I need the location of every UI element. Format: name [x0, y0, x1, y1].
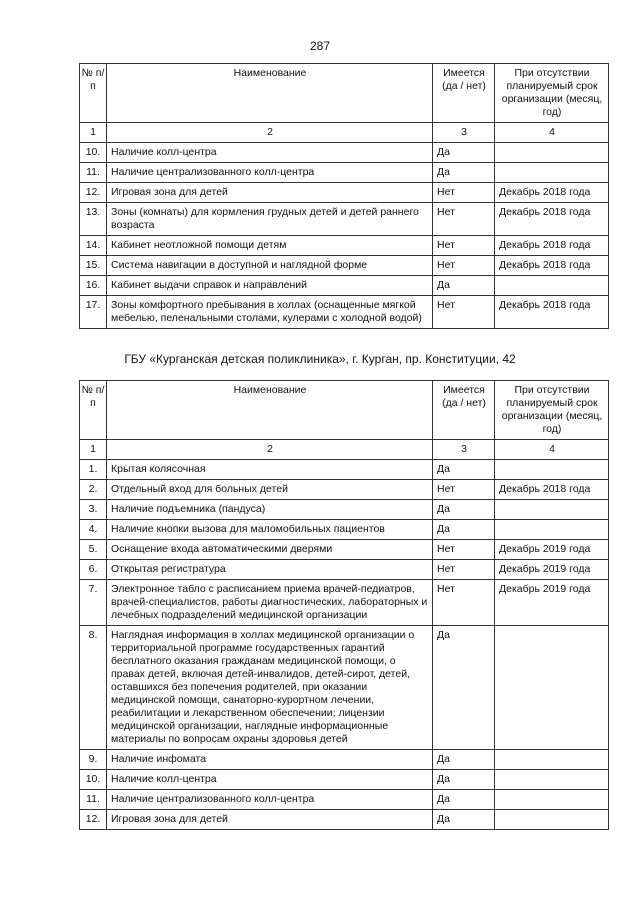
table-row: [80, 276, 609, 296]
row-name: Наличие централизованного колл-центра: [107, 790, 433, 810]
row-number: 15.: [80, 256, 107, 276]
row-name: Оснащение входа автоматическими дверями: [107, 540, 433, 560]
table-row: [80, 750, 609, 770]
facilities-table-2: [79, 380, 609, 830]
row-name: Открытая регистратура: [107, 560, 433, 580]
row-number: 13.: [80, 203, 107, 236]
row-number: 16.: [80, 276, 107, 296]
table-row: [80, 500, 609, 520]
row-has: Да: [433, 500, 495, 520]
table-row: [80, 810, 609, 830]
row-has: Нет: [433, 183, 495, 203]
header-name: Наименование: [107, 381, 433, 440]
row-number: 10.: [80, 770, 107, 790]
header-has: Имеется (да / нет): [433, 381, 495, 440]
row-has: Да: [433, 163, 495, 183]
row-has: Да: [433, 143, 495, 163]
row-has: Нет: [433, 560, 495, 580]
row-name: Кабинет неотложной помощи детям: [107, 236, 433, 256]
row-has: Да: [433, 626, 495, 750]
row-date: Декабрь 2019 года: [495, 540, 609, 560]
row-number: 2.: [80, 480, 107, 500]
row-name: Наличие колл-центра: [107, 143, 433, 163]
table-row: [80, 163, 609, 183]
table-row: [80, 540, 609, 560]
row-number: 1.: [80, 460, 107, 480]
header-name: Наименование: [107, 64, 433, 123]
table-header-row: [80, 381, 609, 440]
column-number: 3: [433, 123, 495, 143]
row-name: Кабинет выдачи справок и направлений: [107, 276, 433, 296]
row-has: Да: [433, 770, 495, 790]
row-date: [495, 790, 609, 810]
row-number: 3.: [80, 500, 107, 520]
column-number: 1: [80, 123, 107, 143]
row-name: Система навигации в доступной и наглядной форме: [107, 256, 433, 276]
section-title: ГБУ «Курганская детская поликлиника», г. Курган, пр. Конституции, 42: [124, 352, 516, 366]
row-has: Да: [433, 520, 495, 540]
row-has: Нет: [433, 580, 495, 626]
table-row: [80, 183, 609, 203]
column-number: 1: [80, 440, 107, 460]
row-has: Нет: [433, 540, 495, 560]
row-has: Да: [433, 460, 495, 480]
row-name: Наличие инфомата: [107, 750, 433, 770]
table-row: [80, 143, 609, 163]
row-name: Наличие централизованного колл-центра: [107, 163, 433, 183]
row-date: [495, 626, 609, 750]
row-name: Электронное табло с расписанием приема врачей-педиатров, врачей-специалистов, работы диагностических, лабораторных и лечебных подразделений медицинской организации: [107, 580, 433, 626]
header-date: При отсутствии планируемый срок организации (месяц, год): [495, 381, 609, 440]
table-row: [80, 296, 609, 329]
table-row: [80, 626, 609, 750]
row-date: Декабрь 2019 года: [495, 580, 609, 626]
row-date: [495, 520, 609, 540]
column-number: 4: [495, 440, 609, 460]
row-date: Декабрь 2018 года: [495, 256, 609, 276]
row-has: Нет: [433, 256, 495, 276]
row-number: 8.: [80, 626, 107, 750]
table-row: [80, 460, 609, 480]
row-date: Декабрь 2018 года: [495, 203, 609, 236]
row-number: 5.: [80, 540, 107, 560]
facilities-table-1: [79, 63, 609, 329]
row-name: Наличие подъемника (пандуса): [107, 500, 433, 520]
row-name: Зоны (комнаты) для кормления грудных детей и детей раннего возраста: [107, 203, 433, 236]
row-name: Наличие кнопки вызова для маломобильных пациентов: [107, 520, 433, 540]
row-date: [495, 500, 609, 520]
row-has: Да: [433, 810, 495, 830]
row-date: [495, 460, 609, 480]
row-number: 4.: [80, 520, 107, 540]
row-number: 10.: [80, 143, 107, 163]
table-body: [80, 143, 609, 329]
row-number: 14.: [80, 236, 107, 256]
row-date: [495, 276, 609, 296]
header-num: № п/п: [80, 381, 107, 440]
row-date: [495, 143, 609, 163]
column-number: 2: [107, 123, 433, 143]
row-has: Да: [433, 790, 495, 810]
row-name: Наличие колл-центра: [107, 770, 433, 790]
table-row: [80, 560, 609, 580]
row-has: Да: [433, 276, 495, 296]
row-date: Декабрь 2019 года: [495, 560, 609, 580]
row-number: 12.: [80, 183, 107, 203]
table-body: [80, 460, 609, 830]
header-date: При отсутствии планируемый срок организации (месяц, год): [495, 64, 609, 123]
header-has: Имеется (да / нет): [433, 64, 495, 123]
row-number: 9.: [80, 750, 107, 770]
row-name: Отдельный вход для больных детей: [107, 480, 433, 500]
row-date: Декабрь 2018 года: [495, 296, 609, 329]
row-date: Декабрь 2018 года: [495, 183, 609, 203]
row-number: 11.: [80, 790, 107, 810]
row-date: [495, 770, 609, 790]
row-has: Нет: [433, 236, 495, 256]
row-number: 6.: [80, 560, 107, 580]
row-name: Игровая зона для детей: [107, 810, 433, 830]
table-row: [80, 580, 609, 626]
row-date: Декабрь 2018 года: [495, 236, 609, 256]
table-row: [80, 236, 609, 256]
table-header-row: [80, 64, 609, 123]
row-date: [495, 750, 609, 770]
table-row: [80, 790, 609, 810]
column-number: 3: [433, 440, 495, 460]
table-row: [80, 203, 609, 236]
row-name: Крытая колясочная: [107, 460, 433, 480]
row-number: 12.: [80, 810, 107, 830]
table-row: [80, 480, 609, 500]
row-has: Нет: [433, 296, 495, 329]
row-date: [495, 163, 609, 183]
row-name: Зоны комфортного пребывания в холлах (оснащенные мягкой мебелью, пеленальными столами, кулерами с холодной водой): [107, 296, 433, 329]
header-num: № п/п: [80, 64, 107, 123]
row-date: Декабрь 2018 года: [495, 480, 609, 500]
row-date: [495, 810, 609, 830]
table-row: [80, 256, 609, 276]
row-has: Да: [433, 750, 495, 770]
row-name: Игровая зона для детей: [107, 183, 433, 203]
column-number-row: [80, 123, 609, 143]
column-number: 2: [107, 440, 433, 460]
table-row: [80, 770, 609, 790]
row-number: 17.: [80, 296, 107, 329]
column-number: 4: [495, 123, 609, 143]
row-number: 11.: [80, 163, 107, 183]
page-number: 287: [309, 39, 331, 53]
table-row: [80, 520, 609, 540]
row-name: Наглядная информация в холлах медицинской организации о территориальной программе государственных гарантий бесплатного оказания гражданам медицинской помощи, о правах детей, включая детей-инвалидов, детей-сирот, детей, оставшихся без попечения родителей, при оказании медицинской помощи, санаторно-курортном лечении, реабилитации и лекарственном обеспечении; лицензии медицинской организации, наглядные информационные материалы по вопросам охраны здоровья детей: [107, 626, 433, 750]
row-has: Нет: [433, 203, 495, 236]
row-number: 7.: [80, 580, 107, 626]
column-number-row: [80, 440, 609, 460]
row-has: Нет: [433, 480, 495, 500]
